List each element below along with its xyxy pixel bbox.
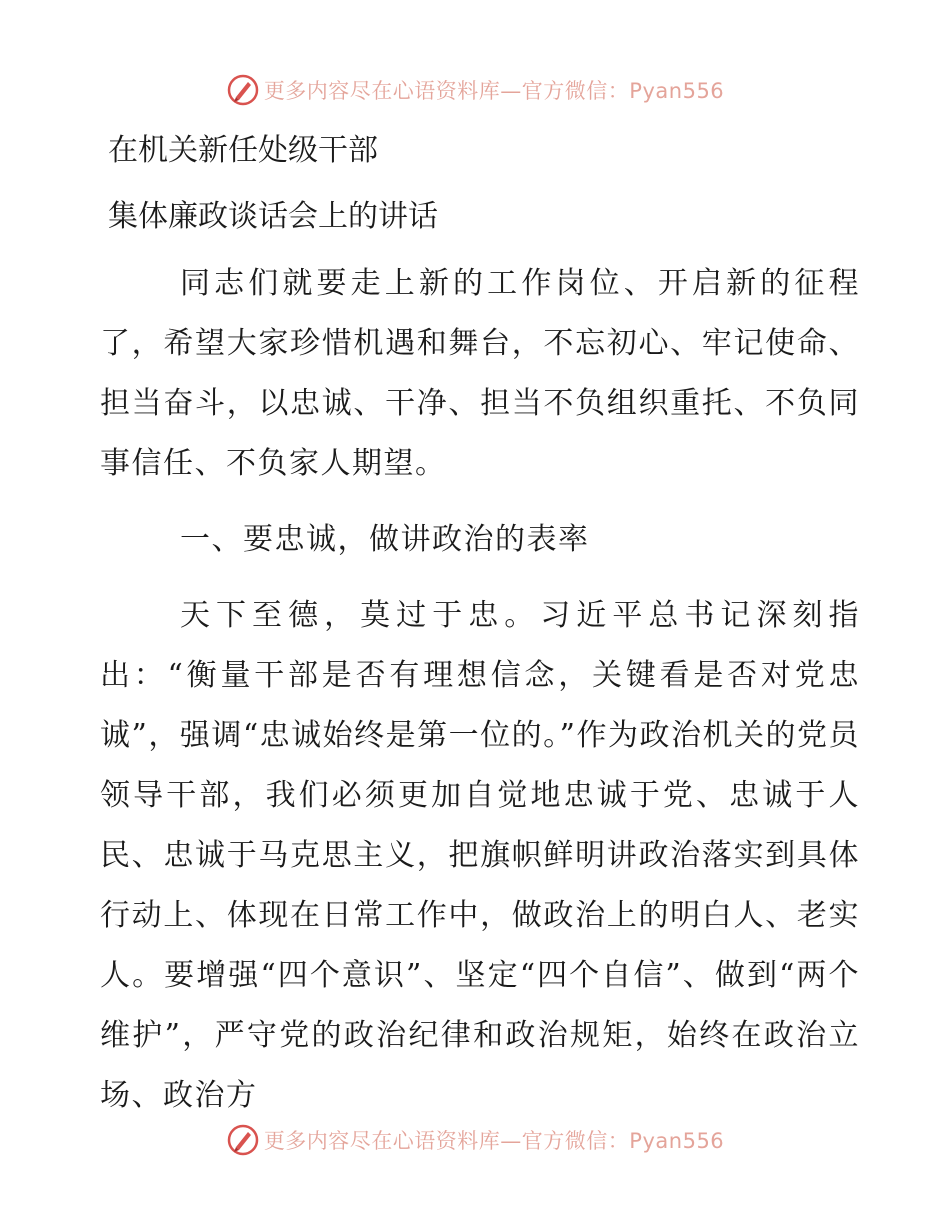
paragraph-section-1: 天下至德，莫过于忠。习近平总书记深刻指出：“衡量干部是否有理想信念，关键看是否对党忠诚”，强调“忠诚始终是第一位的。”作为政治机关的党员领导干部，我们必须更加自觉地忠诚于党、忠诚于人民、忠诚于马克思主义，把旗帜鲜明讲政治落实到具体行动上、体现在日常工作中，做政治上的明白人、老实人。要增强“四个意识”、坚定“四个自信”、做到“两个维护”，严守党的政治纪律和政治规矩，始终在政治立场、政治方	[100, 598, 861, 1113]
footer-banner	[0, 1120, 950, 1160]
pen-circle-icon	[226, 73, 260, 107]
paragraph-intro: 同志们就要走上新的工作岗位、开启新的征程了，希望大家珍惜机遇和舞台，不忘初心、牢记使命、担当奋斗，以忠诚、干净、担当不负组织重托、不负同事信任、不负家人期望。	[100, 266, 860, 481]
footer-banner-text: 更多内容尽在心语资料库—官方微信：Pyan556	[263, 1129, 725, 1153]
section-heading-1: 一、要忠诚，做讲政治的表率	[180, 522, 590, 557]
document-title-line-2: 集体廉政谈话会上的讲话	[108, 199, 438, 234]
pen-circle-icon	[226, 1123, 260, 1157]
document-body	[100, 118, 860, 1126]
document-title-line-1: 在机关新任处级干部	[108, 133, 378, 168]
header-banner-text: 更多内容尽在心语资料库—官方微信：Pyan556	[263, 79, 725, 103]
header-banner	[0, 70, 950, 110]
